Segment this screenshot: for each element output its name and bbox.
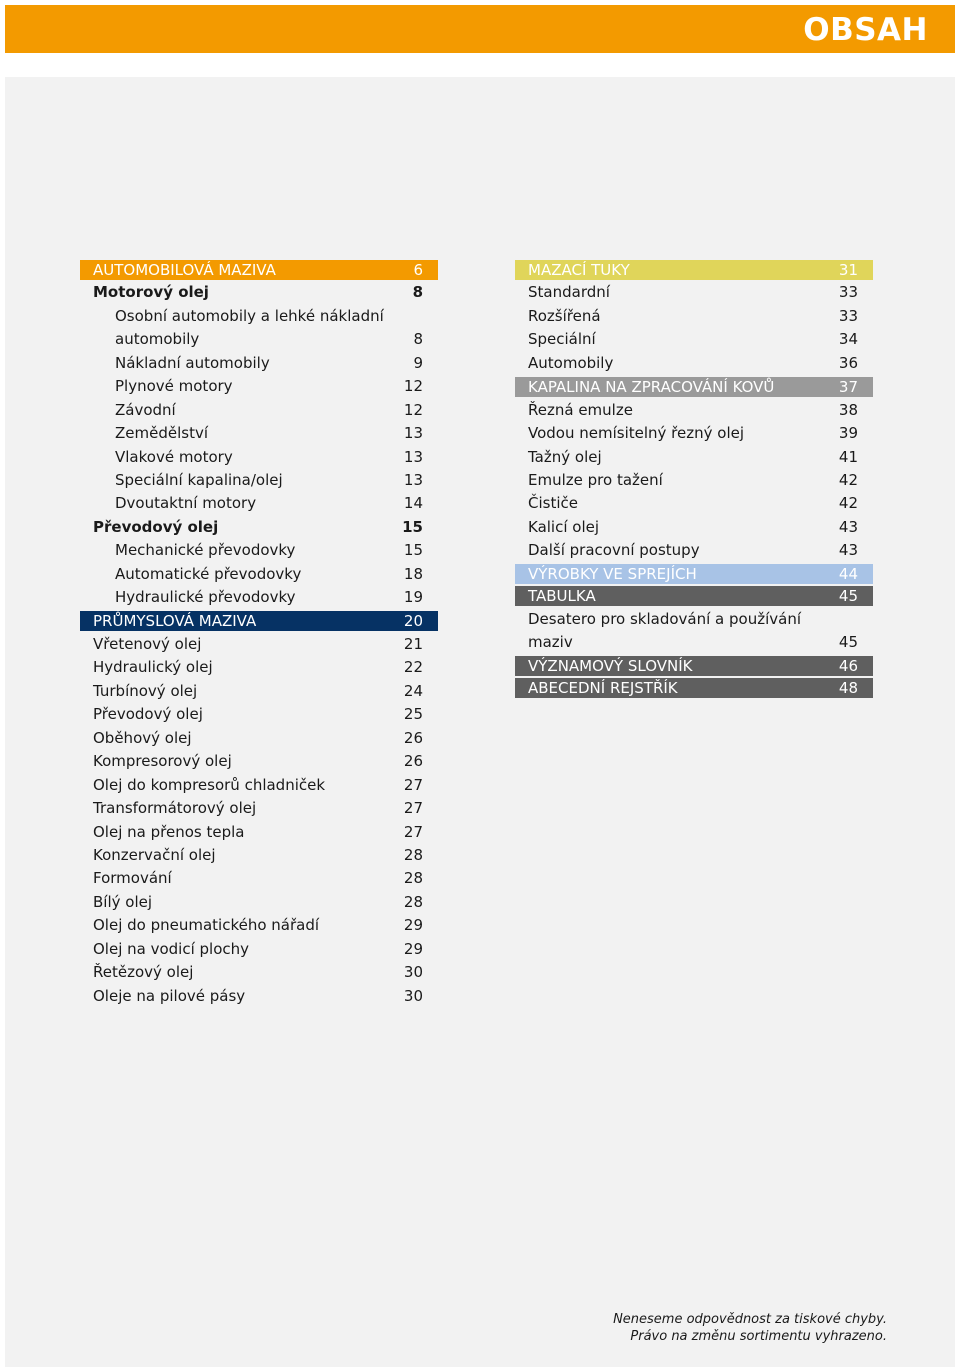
toc-entry-label: ABECEDNÍ REJSTŘÍK [528, 679, 678, 698]
toc-entry-page-number: 13 [403, 424, 423, 443]
toc-entry-label: Olej na přenos tepla [93, 822, 245, 841]
toc-entry[interactable] [80, 750, 438, 773]
toc-entry[interactable] [80, 446, 438, 469]
toc-entry-label: Motorový olej [93, 283, 209, 302]
toc-entry-label: PRŮMYSLOVÁ MAZIVA [93, 612, 257, 631]
toc-entry-label: MAZACÍ TUKY [528, 260, 630, 279]
toc-entry-label: Vřetenový olej [93, 635, 202, 653]
toc-entry-label: Mechanické převodovky [115, 541, 296, 560]
toc-entry-label: Bílý olej [93, 892, 153, 911]
toc-entry-page-number: 46 [838, 657, 858, 676]
toc-entry-label: Oleje na pilové pásy [93, 986, 246, 1005]
disclaimer-line-2: Právo na změnu sortimentu vyhrazeno. [630, 1329, 887, 1344]
toc-entry[interactable] [80, 539, 438, 562]
toc-entry[interactable] [80, 563, 438, 586]
toc-entry-label: KAPALINA NA ZPRACOVÁNÍ KOVŮ [528, 377, 775, 396]
toc-entry-page-number: 12 [403, 400, 423, 419]
toc-entry[interactable] [80, 633, 438, 656]
toc-entry[interactable] [80, 844, 438, 867]
toc-section-header[interactable] [80, 611, 438, 631]
toc-entry-label: Kalicí olej [528, 517, 600, 536]
toc-entry-label: VÝROBKY VE SPREJÍCH [528, 565, 697, 584]
toc-entry-label: Hydraulické převodovky [115, 588, 296, 607]
toc-entry-page-number: 48 [838, 679, 858, 698]
toc-entry-label: Převodový olej [93, 705, 203, 724]
toc-entry-page-number: 26 [403, 728, 423, 747]
toc-entry-label: Vlakové motory [115, 447, 233, 466]
toc-left-column [80, 258, 438, 1008]
toc-entry-label: AUTOMOBILOVÁ MAZIVA [93, 260, 276, 279]
toc-section-header[interactable] [515, 586, 873, 606]
toc-entry[interactable] [515, 305, 873, 328]
toc-section-header[interactable] [515, 656, 873, 676]
toc-entry-label: Olej do pneumatického nářadí [93, 916, 320, 935]
toc-entry-page-number: 29 [403, 916, 423, 935]
toc-entry-label: Nákladní automobily [115, 353, 270, 372]
toc-entry[interactable] [515, 492, 873, 515]
toc-entry[interactable] [80, 774, 438, 797]
toc-entry[interactable] [80, 797, 438, 820]
toc-entry-label: Speciální kapalina/olej [115, 470, 283, 489]
toc-entry-page-number: 31 [838, 260, 858, 279]
toc-entry-label: Převodový olej [93, 517, 219, 536]
toc-section-header[interactable] [80, 260, 438, 280]
toc-entry-label: Olej na vodicí plochy [93, 939, 250, 958]
toc-entry-page-number: 43 [838, 541, 858, 560]
toc-entry-page-number: 44 [838, 565, 858, 584]
toc-entry[interactable] [515, 399, 873, 422]
toc-entry-label: Konzervační olej [93, 845, 216, 864]
toc-entry-page-number: 13 [403, 470, 423, 489]
toc-entry-label: Emulze pro tažení [528, 470, 663, 489]
toc-entry-page-number: 33 [838, 306, 858, 325]
toc-entry-label: Dvoutaktní motory [115, 494, 257, 513]
toc-section-header[interactable] [515, 260, 873, 280]
toc-entry-page-number: 27 [403, 775, 423, 794]
toc-entry-label: Řezná emulze [528, 400, 633, 419]
toc-entry-label: Desatero pro skladování a používání [528, 609, 802, 628]
toc-entry-label: Standardní [528, 283, 610, 302]
toc-entry-page-number: 20 [403, 612, 423, 631]
toc-entry[interactable] [80, 914, 438, 937]
toc-entry-page-number: 9 [413, 353, 423, 372]
toc-entry-label: Osobní automobily a lehké nákladní [115, 306, 384, 325]
toc-entry-page-number: 29 [403, 939, 423, 958]
toc-entry-label: Olej do kompresorů chladniček [93, 775, 326, 794]
toc-entry-page-number: 22 [403, 658, 423, 677]
toc-section-header[interactable] [515, 678, 873, 698]
toc-entry-label: Oběhový olej [93, 728, 192, 747]
toc-entry[interactable] [80, 867, 438, 890]
toc-entry-label: Kompresorový olej [93, 752, 232, 771]
toc-entry-label: Další pracovní postupy [528, 541, 700, 560]
toc-entry-page-number: 15 [402, 517, 423, 536]
toc-entry-page-number: 43 [838, 517, 858, 536]
toc-entry-label: Automobily [528, 353, 614, 372]
toc-section-header[interactable] [515, 377, 873, 397]
toc-entry-page-number: 25 [403, 705, 423, 724]
toc-entry-page-number: 28 [403, 845, 423, 864]
toc-entry[interactable] [80, 399, 438, 422]
toc-entry-page-number: 24 [403, 681, 423, 700]
toc-entry-label: Formování [93, 869, 172, 888]
toc-entry-page-number: 13 [403, 447, 423, 466]
toc-entry-page-number: 6 [413, 260, 423, 279]
toc-section-header[interactable] [515, 564, 873, 584]
toc-entry[interactable] [80, 422, 438, 445]
toc-entry-page-number: 26 [403, 752, 423, 771]
toc-right-column [515, 258, 873, 700]
toc-entry-page-number: 30 [403, 986, 423, 1005]
toc-entry-label: Transformátorový olej [93, 799, 257, 818]
toc-entry[interactable] [515, 446, 873, 469]
toc-entry-page-number: 15 [403, 541, 423, 560]
toc-entry[interactable] [515, 608, 873, 631]
toc-entry-label: Zemědělství [115, 424, 209, 443]
toc-entry[interactable] [80, 352, 438, 375]
toc-entry-label: VÝZNAMOVÝ SLOVNÍK [528, 657, 693, 676]
toc-entry-label: Plynové motory [115, 377, 233, 396]
toc-entry-page-number: 33 [838, 283, 858, 302]
toc-entry[interactable] [80, 375, 438, 398]
toc-entry-label: Závodní [115, 400, 176, 419]
toc-entry[interactable] [80, 516, 438, 539]
toc-entry[interactable] [515, 352, 873, 375]
toc-entry[interactable] [515, 516, 873, 539]
toc-entry-page-number: 18 [403, 564, 423, 583]
toc-entry-page-number: 28 [403, 869, 423, 888]
toc-entry-label: TABULKA [528, 587, 596, 606]
toc-entry-page-number: 27 [403, 822, 423, 841]
disclaimer-line-1: Neneseme odpovědnost za tiskové chyby. [613, 1312, 887, 1327]
toc-entry-page-number: 14 [403, 494, 423, 513]
toc-entry-page-number: 8 [413, 330, 423, 349]
toc-entry-page-number: 41 [838, 447, 858, 466]
toc-entry[interactable] [80, 656, 438, 679]
toc-entry[interactable] [80, 328, 438, 351]
toc-entry-label: Speciální [528, 330, 596, 349]
toc-entry[interactable] [80, 703, 438, 726]
toc-entry[interactable] [80, 492, 438, 515]
toc-entry-page-number: 42 [838, 470, 858, 489]
toc-entry[interactable] [515, 281, 873, 304]
toc-entry-page-number: 45 [838, 587, 858, 606]
toc-entry-page-number: 21 [403, 635, 423, 653]
toc-entry[interactable] [515, 422, 873, 445]
toc-entry-label: Rozšířená [528, 306, 601, 325]
toc-entry[interactable] [80, 821, 438, 844]
toc-entry-page-number: 37 [838, 377, 858, 396]
toc-entry-label: maziv [528, 633, 573, 652]
toc-entry-page-number: 28 [403, 892, 423, 911]
toc-entry-label: Hydraulický olej [93, 658, 213, 677]
toc-entry-label: Vodou nemísitelný řezný olej [528, 424, 745, 443]
toc-entry-label: Automatické převodovky [115, 564, 302, 583]
toc-entry[interactable] [80, 938, 438, 961]
toc-entry[interactable] [515, 631, 873, 654]
toc-entry[interactable] [515, 328, 873, 351]
toc-entry-label: Čističe [528, 494, 578, 513]
toc-entry-page-number: 42 [838, 494, 858, 513]
toc-entry[interactable] [80, 305, 438, 328]
toc-entry-page-number: 34 [838, 330, 858, 349]
toc-entry[interactable] [515, 469, 873, 492]
toc-entry-page-number: 36 [838, 353, 858, 372]
toc-entry-label: Tažný olej [528, 447, 602, 466]
toc-entry[interactable] [80, 727, 438, 750]
toc-entry-label: automobily [115, 330, 200, 349]
toc-entry[interactable] [80, 985, 438, 1008]
toc-entry-page-number: 12 [403, 377, 423, 396]
toc-entry[interactable] [80, 281, 438, 304]
toc-entry[interactable] [80, 680, 438, 703]
toc-entry-page-number: 30 [403, 963, 423, 982]
toc-entry-page-number: 8 [412, 283, 423, 302]
toc-entry[interactable] [80, 586, 438, 609]
toc-entry-page-number: 38 [838, 400, 858, 419]
toc-entry-page-number: 39 [838, 424, 858, 443]
toc-entry-label: Turbínový olej [93, 681, 198, 700]
toc-entry-label: Řetězový olej [93, 963, 194, 982]
toc-entry-page-number: 19 [403, 588, 423, 607]
toc-entry[interactable] [80, 961, 438, 984]
header-bar [5, 5, 955, 53]
toc-entry-page-number: 45 [838, 633, 858, 652]
disclaimer [613, 1311, 887, 1345]
toc-entry[interactable] [515, 539, 873, 562]
toc-entry-page-number: 27 [403, 799, 423, 818]
toc-entry[interactable] [80, 891, 438, 914]
toc-entry[interactable] [80, 469, 438, 492]
page-title: OBSAH [803, 12, 928, 48]
